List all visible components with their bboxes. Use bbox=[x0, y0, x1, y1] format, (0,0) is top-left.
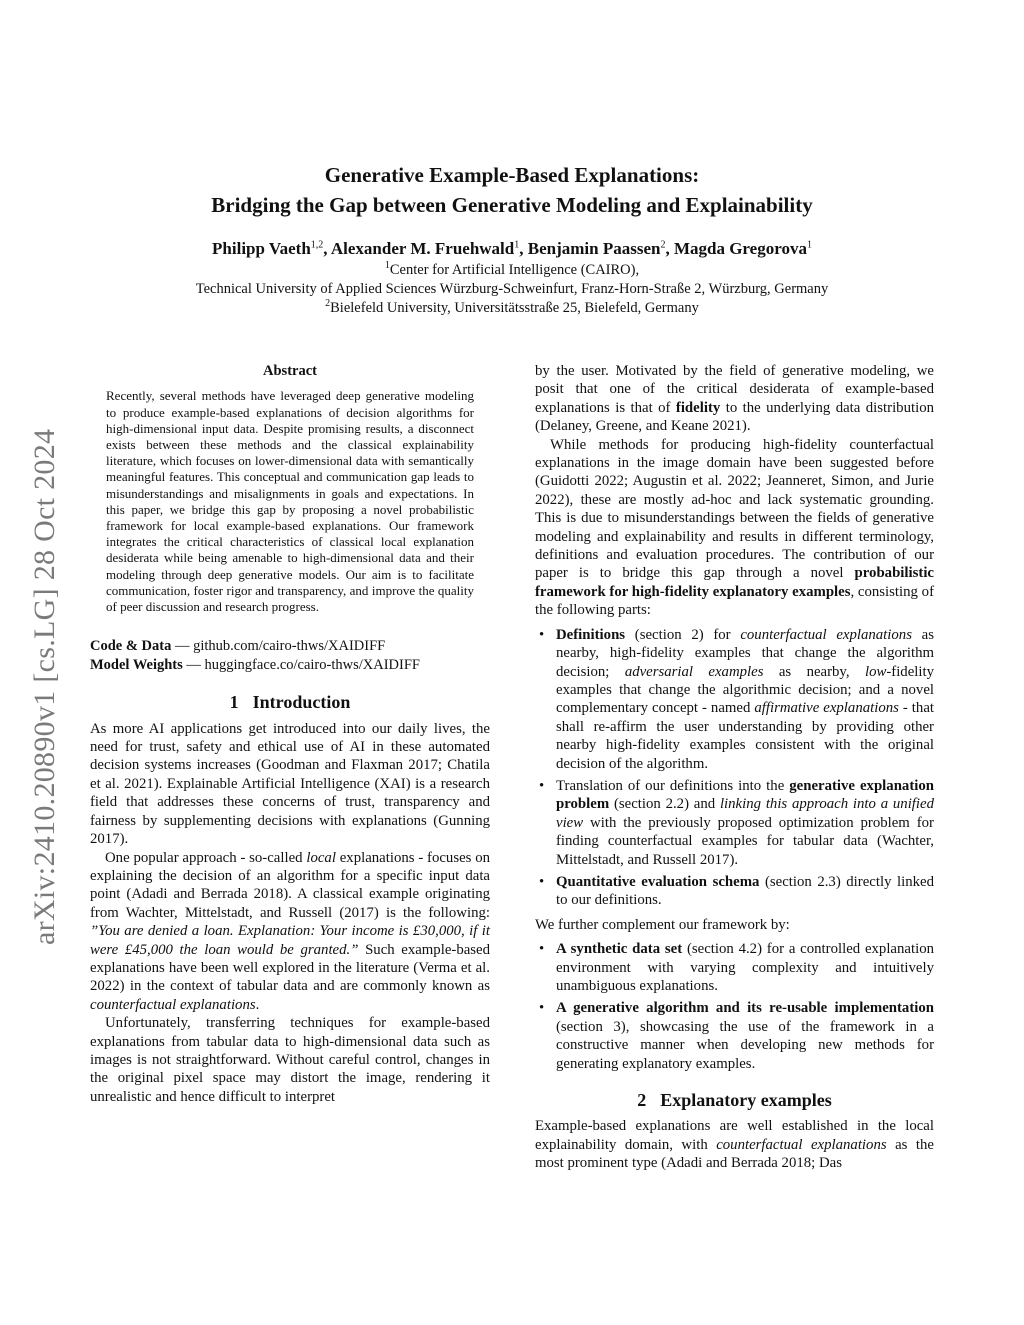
right-paragraph-3: We further complement our framework by: bbox=[535, 916, 790, 933]
italic-run: counterfactual explanations bbox=[716, 1136, 887, 1153]
list-item bbox=[535, 873, 934, 910]
text-run: (section 4.2) for a controlled explanation environment with varying complexity and intuitively unambiguous explanations. bbox=[556, 941, 934, 994]
text-run: explanations - focuses on explaining the decision of an algorithm for a specific input data point (Adadi and Berrada 2018). A classical example originating from Wachter, Mittelstadt, and Russell (2017) is the following: bbox=[90, 849, 490, 921]
section-2-heading bbox=[535, 1091, 934, 1109]
right-paragraph-2 bbox=[535, 436, 934, 620]
bold-run: probabilistic framework for high-fidelity explanatory examples bbox=[535, 565, 934, 600]
list-item bbox=[535, 777, 934, 869]
bold-run: A synthetic data set bbox=[556, 941, 683, 958]
author-affil-sup: 1,2 bbox=[310, 239, 324, 251]
author-affil-sup: 1 bbox=[806, 239, 812, 251]
italic-run: linking this approach into a unified view bbox=[556, 796, 934, 831]
weights-link[interactable]: huggingface.co/cairo-thws/XAIDIFF bbox=[204, 657, 420, 674]
contribution-list bbox=[535, 626, 934, 910]
author-name: Alexander M. Fruehwald bbox=[330, 239, 515, 258]
list-item bbox=[535, 626, 934, 773]
paper-title-line-2: Bridging the Gap between Generative Modeling and Explainability bbox=[211, 193, 813, 217]
text-run: by the user. Motivated by the field of generative modeling, we posit that one of the critical desiderata of example-based explanations is that of bbox=[535, 363, 934, 416]
affiliation-2 bbox=[100, 299, 924, 318]
code-link-line bbox=[90, 637, 490, 656]
bold-run: Quantitative evaluation schema bbox=[556, 873, 760, 890]
title-block bbox=[100, 160, 924, 318]
author-separator: , bbox=[323, 239, 331, 258]
author-name: Benjamin Paassen bbox=[527, 239, 661, 258]
resource-links bbox=[90, 637, 490, 675]
section-title: Introduction bbox=[252, 692, 351, 713]
weights-separator: — bbox=[182, 657, 205, 674]
text-run: Translation of our definitions into the bbox=[556, 777, 790, 794]
text-run: (section 2) for bbox=[625, 626, 741, 643]
text-run: as the most prominent type (Adadi and Berrada 2018; Das bbox=[535, 1136, 934, 1172]
author-separator: , bbox=[519, 239, 528, 258]
bold-run: Definitions bbox=[556, 626, 626, 643]
author-affil-sup: 1 bbox=[514, 239, 520, 251]
code-label: Code & Data bbox=[90, 638, 172, 655]
bold-run: A generative algorithm and its re-usable implementation bbox=[556, 1000, 934, 1017]
author-separator: , bbox=[665, 239, 674, 258]
author-name: Magda Gregorova bbox=[673, 239, 807, 258]
affiliation-1-line-1: Center for Artificial Intelligence (CAIRO), bbox=[389, 262, 640, 278]
section-2-paragraph-1 bbox=[535, 1117, 934, 1172]
affil-sup: 1 bbox=[384, 260, 390, 272]
affil-sup: 2 bbox=[325, 298, 331, 310]
section-number: 2 bbox=[637, 1090, 647, 1111]
list-item bbox=[535, 940, 934, 995]
weights-link-line bbox=[90, 656, 490, 675]
abstract-heading: Abstract bbox=[263, 363, 317, 379]
left-column bbox=[90, 362, 490, 1106]
bold-run: fidelity bbox=[675, 399, 721, 416]
italic-run: affirmative explanations bbox=[754, 700, 899, 717]
arxiv-side-stamp: arXiv:2410.20890v1 [cs.LG] 28 Oct 2024 bbox=[28, 428, 61, 945]
text-run: to the underlying data distribution (Delaney, Greene, and Keane 2021). bbox=[535, 399, 934, 435]
text-run: (section 3), showcasing the use of the framework in a constructive manner when developing new methods for generating explanatory examples. bbox=[556, 1018, 934, 1072]
intro-paragraph-2 bbox=[90, 849, 490, 1015]
text-run: , consisting of the following parts: bbox=[535, 583, 935, 619]
section-title: Explanatory examples bbox=[660, 1090, 832, 1111]
text-run: as nearby, bbox=[763, 663, 865, 680]
text-run: Example-based explanations are well established in the local explainability domain, with bbox=[535, 1118, 934, 1153]
text-run: -fidelity examples that change the algorithmic decision; and a novel complementary concept - named bbox=[556, 663, 935, 717]
intro-paragraph-1: As more AI applications get introduced into our daily lives, the need for trust, safety and ethical use of AI in these automated decision systems increases (Goodman and Flaxman 2017; Chatila et al. 2021). Explainable Artificial Intelligence (XAI) is a research field that addresses these concerns of trust, transparency and fairness by supplementing decisions with explanations (Gunning 2017). bbox=[90, 720, 490, 848]
affiliation-1 bbox=[100, 261, 924, 280]
author-affil-sup: 2 bbox=[660, 239, 666, 251]
text-run: with the previously proposed optimization problem for finding counterfactual examples for tabular data (Wachter, Mittelstadt, and Russell 2017). bbox=[556, 814, 934, 868]
italic-run: local bbox=[306, 849, 336, 866]
italic-run: adversarial examples bbox=[624, 663, 764, 680]
text-run: Such example-based explanations have been well explored in the literature (Verma et al. 2022) in the context of tabular data and are commonly known as bbox=[90, 941, 491, 995]
italic-run: low bbox=[864, 663, 887, 680]
section-number: 1 bbox=[229, 692, 239, 713]
italic-run: counterfactual explanations bbox=[740, 626, 912, 643]
text-run: (section 2.3) directly linked to our definitions. bbox=[556, 873, 934, 909]
bold-run: generative explanation problem bbox=[556, 777, 934, 813]
text-run: One popular approach - so-called bbox=[105, 849, 307, 866]
abstract-text: Recently, several methods have leveraged deep generative modeling to produce example-based explanations of decision algorithms for high-dimensional input data. Despite promising results, a disconnect exists between these methods and the classical explainability literature, which focuses on lower-dimensional data with semantically meaningful features. This conceptual and communication gap leads to misunderstandings and misalignments in goals and expectations. In this paper, we bridge this gap by proposing a novel probabilistic framework for local example-based explanations. Our framework integrates the critical characteristics of classical local explanation desiderata while being amenable to high-dimensional data and their modeling through deep generative models. Our aim is to facilitate communication, foster rigor and transparency, and improve the quality of peer discussion and research progress. bbox=[106, 388, 474, 615]
author-list bbox=[100, 237, 924, 261]
italic-quote: ”You are denied a loan. Explanation: Your income is £30,000, if it were £45,000 the loan would be granted.” bbox=[90, 923, 490, 958]
italic-run: counterfactual explanations bbox=[90, 996, 256, 1013]
paper-title-line-1: Generative Example-Based Explanations: bbox=[324, 163, 700, 187]
text-run: (section 2.2) and bbox=[609, 796, 720, 813]
weights-label: Model Weights bbox=[90, 657, 183, 674]
code-link[interactable]: github.com/cairo-thws/XAIDIFF bbox=[193, 638, 386, 655]
complement-list bbox=[535, 940, 934, 1073]
code-separator: — bbox=[171, 638, 194, 655]
text-run: While methods for producing high-fidelity counterfactual explanations in the image domain have been suggested before (Guidotti 2022; Augustin et al. 2022; Jeanneret, Simon, and Jurie 2022), these are mostly ad-hoc and lack systematic grounding. This is due to misunderstandings between the fields of generative modeling and explainability and results in different terminology, definitions and evaluation procedures. The contribution of our paper is to bridge this gap through a novel bbox=[535, 436, 934, 582]
author-name: Philipp Vaeth bbox=[212, 239, 311, 258]
affiliation-2-line-1: Bielefeld University, Universitätsstraße 25, Bielefeld, Germany bbox=[330, 300, 699, 316]
section-1-heading bbox=[90, 693, 490, 711]
text-run: . bbox=[255, 996, 260, 1013]
right-column bbox=[535, 362, 934, 1173]
text-run: - that shall re-affirm the user understanding by providing other nearby high-fidelity examples consistent with the original decision of the algorithm. bbox=[556, 700, 934, 772]
intro-paragraph-3: Unfortunately, transferring techniques for example-based explanations from tabular data to high-dimensional data such as images is not straightforward. Without careful control, changes in the original pixel space may distort the image, rendering it unrealistic and hence difficult to interpret bbox=[90, 1015, 490, 1105]
text-run: as nearby, high-fidelity examples that change the algorithm decision; bbox=[556, 626, 934, 680]
list-item bbox=[535, 999, 934, 1073]
right-paragraph-1 bbox=[535, 362, 934, 436]
affiliation-1-line-2: Technical University of Applied Sciences Würzburg-Schweinfurt, Franz-Horn-Straße 2, Würzburg, Germany bbox=[195, 281, 829, 297]
